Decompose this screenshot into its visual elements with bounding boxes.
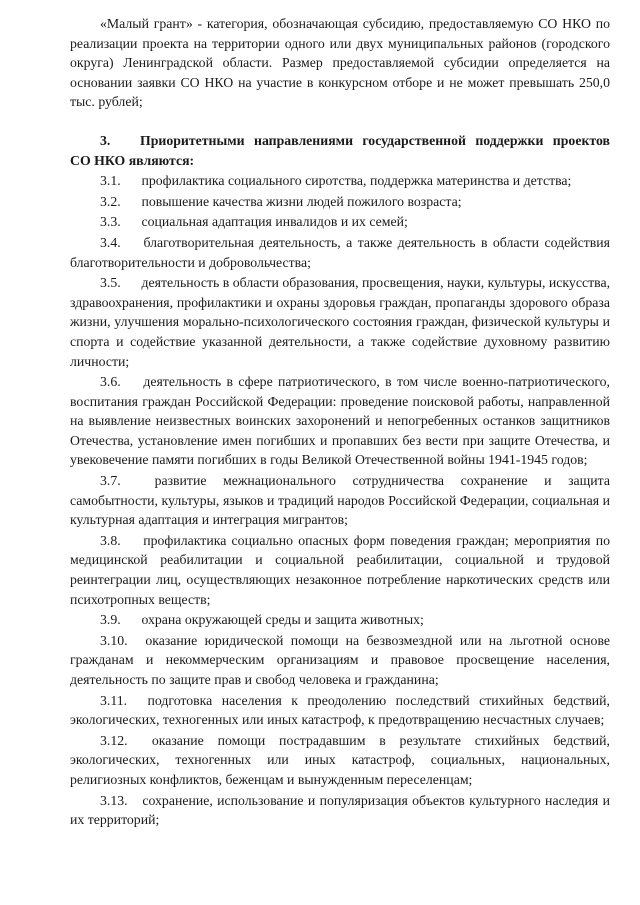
item-text: деятельность в области образования, просвещения, науки, культуры, искусства, здравоохранения, профилактики и охраны здоровья граждан, пропаганды здорового образа жизни, улучшения морально-психологического состояния граждан, физической культуры и спорта и содействие указанной деятельности, а также содействие духовному развитию личности;: [70, 275, 611, 369]
item-number: 3.11.: [100, 692, 128, 708]
item-number: 3.6.: [100, 374, 121, 390]
item-number: 3.7.: [100, 473, 121, 489]
list-item: [70, 171, 610, 191]
item-text: развитие межнационального сотрудничества сохранение и защита самобытности, культуры, языков и традиций народов Российской Федерации, социальная и культурная адаптация и интеграция мигрантов;: [70, 473, 610, 528]
item-text: подготовка населения к преодолению последствий стихийных бедствий, экологических, техногенных или иных катастроф, к предотвращению несчастных случаев;: [70, 692, 610, 728]
item-text: деятельность в сфере патриотического, в том числе военно-патриотического, воспитания граждан Российской Федерации: проведение поисковой работы, направленной на выявление неизвестных воинских захоронений и непогребенных останков защитников Отечества, установление имен погибших и пропавших без вести при защите Отечества, и увековечение памяти погибших в годы Великой Отечественной войны 1941-1945 годов;: [70, 374, 611, 468]
item-text: сохранение, использование и популяризация объектов культурного наследия и их территорий;: [70, 792, 611, 828]
item-text: оказание помощи пострадавшим в результате стихийных бедствий, экологических, техногенных или иных катастроф, социальных, национальных, религиозных конфликтов, беженцам и вынужденным переселенцам;: [70, 732, 611, 787]
list-item: [70, 610, 610, 630]
item-number: 3.4.: [100, 234, 121, 250]
intro-paragraph: «Малый грант» - категория, обозначающая субсидию, предоставляемую СО НКО по реализации проекта на территории одного или двух муниципальных районов (городского округа) Ленинградской области. Размер предоставляемой субсидии определяется на основании заявки СО НКО на участие в конкурсном отборе и не может превышать 250,0 тыс. рублей;: [70, 16, 610, 110]
item-text: благотворительная деятельность, а также деятельность в области содействия благотворительности и добровольчества;: [70, 234, 610, 270]
item-number: 3.10.: [100, 632, 128, 648]
list-item: [70, 791, 610, 830]
list-item: [70, 273, 610, 371]
list-item: [70, 372, 610, 470]
document-page: [70, 14, 610, 831]
list-item: [70, 631, 610, 690]
item-number: 3.3.: [100, 214, 121, 230]
list-item: [70, 233, 610, 272]
list-item: [70, 471, 610, 530]
item-text: оказание юридической помощи на безвозмездной или на льготной основе гражданам и некоммерческим организациям и правовое просвещение населения, деятельность по защите прав и свобод человека и гражданина;: [70, 632, 611, 687]
list-item: [70, 531, 610, 609]
section-title: Приоритетными направлениями государственной поддержки проектов СО НКО являются:: [70, 132, 610, 168]
item-number: 3.5.: [100, 275, 121, 291]
list-item: [70, 212, 610, 232]
item-text: профилактика социально опасных форм поведения граждан; мероприятия по медицинской реабилитации и социальной реабилитации, социальной и трудовой реинтеграции лиц, осуществляющих незаконное потребление наркотических средств или психотропных веществ;: [70, 532, 611, 607]
item-number: 3.2.: [100, 193, 121, 209]
item-number: 3.8.: [100, 532, 121, 548]
item-number: 3.12.: [100, 732, 128, 748]
list-item: [70, 192, 610, 212]
list-item: [70, 731, 610, 790]
item-number: 3.9.: [100, 612, 121, 628]
item-number: 3.1.: [100, 173, 121, 189]
item-text: социальная адаптация инвалидов и их семей;: [141, 214, 408, 230]
section-number: 3.: [100, 132, 111, 148]
item-text: повышение качества жизни людей пожилого возраста;: [141, 193, 462, 209]
item-number: 3.13.: [100, 792, 128, 808]
list-item: [70, 691, 610, 730]
section-heading: [70, 131, 610, 170]
item-text: профилактика социального сиротства, поддержка материнства и детства;: [141, 173, 572, 189]
item-text: охрана окружающей среды и защита животных;: [141, 612, 424, 628]
